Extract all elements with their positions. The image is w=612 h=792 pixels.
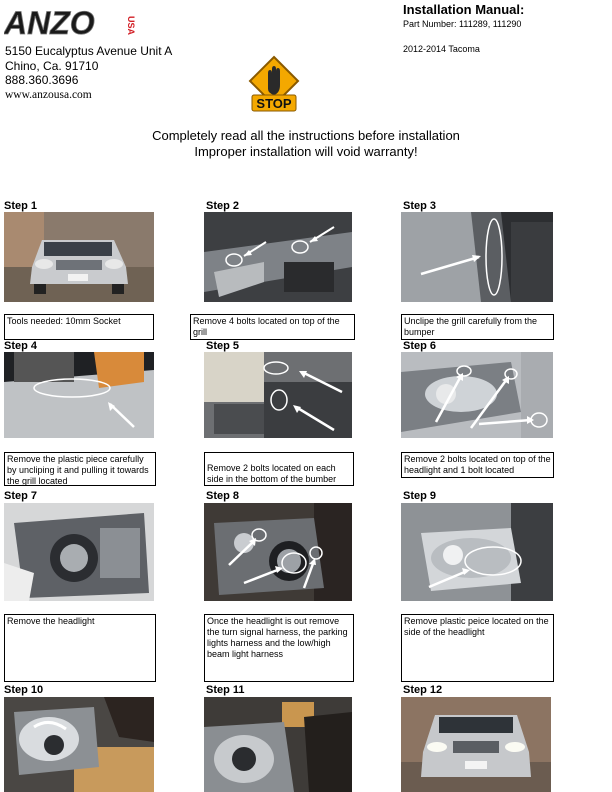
step-8-title: Step 8	[206, 490, 240, 502]
stop-sign-icon	[246, 55, 302, 113]
step-10-photo	[4, 697, 154, 792]
step-4-title: Step 4	[4, 340, 38, 352]
step-6-photo	[401, 352, 553, 438]
website-link[interactable]: www.anzousa.com	[5, 88, 92, 101]
step-5-title: Step 5	[206, 340, 240, 352]
step-7-photo	[4, 503, 154, 601]
step-9-description: Remove plastic peice located on the side of the headlight	[401, 614, 554, 682]
vehicle-model: 2012-2014 Tacoma	[403, 44, 480, 54]
step-11-photo	[204, 697, 352, 792]
step-7-description: Remove the headlight	[4, 614, 156, 682]
step-1-photo	[4, 212, 154, 302]
step-2-photo	[204, 212, 352, 302]
address-line: Chino, Ca. 91710	[5, 58, 99, 73]
step-6-description: Remove 2 bolts located on top of the headlight and 1 bolt located	[401, 452, 554, 478]
step-12-photo	[401, 697, 551, 792]
svg-text:STOP: STOP	[256, 96, 292, 111]
step-8-description: Once the headlight is out remove the turn signal harness, the parking lights harness and the low/high beam light harness	[204, 614, 354, 682]
step-7-title: Step 7	[4, 490, 38, 502]
svg-text:ANZO: ANZO	[4, 5, 95, 41]
anzo-logo	[4, 4, 140, 44]
step-2-description: Remove 4 bolts located on top of the grill	[190, 314, 355, 340]
step-6-title: Step 6	[403, 340, 437, 352]
step-3-description: Unclipe the grill carefully from the bumper	[401, 314, 554, 340]
part-number: Part Number: 111289, 111290	[403, 19, 522, 29]
installation-notice	[0, 128, 612, 160]
step-5-photo	[204, 352, 352, 438]
step-11-title: Step 11	[206, 684, 245, 696]
notice-line: Improper installation will void warranty!	[194, 144, 418, 159]
manual-title: Installation Manual:	[403, 2, 525, 17]
svg-text:USA: USA	[126, 16, 136, 36]
phone-number: 888.360.3696	[5, 73, 79, 87]
step-4-description: Remove the plastic piece carefully by uncliping it and pulling it towards the grill located	[4, 452, 156, 486]
notice-line: Completely read all the instructions before installation	[152, 128, 460, 143]
company-address	[5, 44, 172, 102]
step-9-title: Step 9	[403, 490, 437, 502]
step-5-description: Remove 2 bolts located on each side in the bottom of the bumber	[204, 452, 354, 486]
step-9-photo	[401, 503, 553, 601]
step-2-title: Step 2	[206, 200, 240, 212]
step-3-title: Step 3	[403, 200, 437, 212]
step-8-photo	[204, 503, 352, 601]
step-12-title: Step 12	[403, 684, 443, 696]
step-1-description: Tools needed: 10mm Socket	[4, 314, 154, 340]
step-10-title: Step 10	[4, 684, 44, 696]
step-3-photo	[401, 212, 553, 302]
step-1-title: Step 1	[4, 200, 38, 212]
address-line: 5150 Eucalyptus Avenue Unit A	[5, 44, 173, 58]
step-4-photo	[4, 352, 154, 438]
